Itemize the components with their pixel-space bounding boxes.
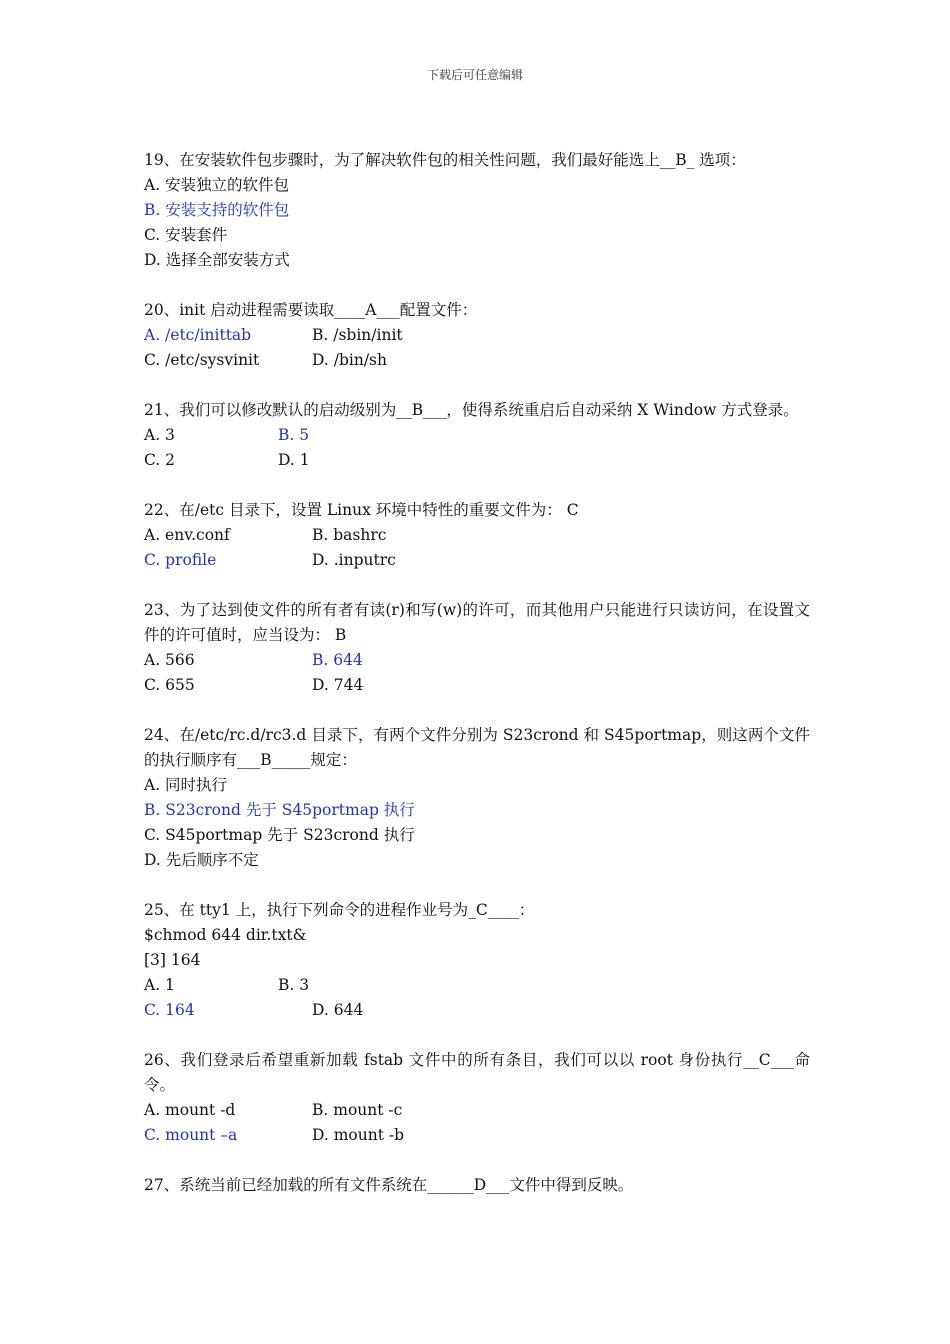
spacer bbox=[144, 473, 810, 498]
q21-option-c: C. 2 bbox=[144, 451, 176, 469]
q20-option-row-2 bbox=[144, 348, 810, 373]
q24-option-a: A. 同时执行 bbox=[144, 776, 228, 794]
question-27-text: 27、系统当前已经加载的所有文件系统在______D___文件中得到反映。 bbox=[144, 1176, 634, 1194]
question-27 bbox=[144, 1173, 810, 1198]
q23-option-row-2 bbox=[144, 673, 810, 698]
q25-command-line: $chmod 644 dir.txt& bbox=[144, 926, 307, 944]
q21-option-d: D. 1 bbox=[278, 451, 310, 469]
q26-option-d: D. mount -b bbox=[312, 1126, 405, 1144]
q24-option-b: B. S23crond 先于 S45portmap 执行 bbox=[144, 801, 415, 819]
q19-option-d: D. 选择全部安装方式 bbox=[144, 251, 290, 269]
q25-option-row-2 bbox=[144, 998, 810, 1023]
spacer bbox=[144, 273, 810, 298]
spacer bbox=[144, 698, 810, 723]
question-23 bbox=[144, 598, 810, 698]
q20-option-c: C. /etc/sysvinit bbox=[144, 351, 260, 369]
q20-option-d: D. /bin/sh bbox=[312, 351, 387, 369]
spacer bbox=[144, 573, 810, 598]
question-22 bbox=[144, 498, 810, 573]
q26-option-a: A. mount -d bbox=[144, 1101, 236, 1119]
q21-option-a: A. 3 bbox=[144, 426, 175, 444]
q26-option-row-2 bbox=[144, 1123, 810, 1148]
q23-option-c: C. 655 bbox=[144, 676, 195, 694]
question-20 bbox=[144, 298, 810, 373]
question-25-text: 25、在 tty1 上，执行下列命令的进程作业号为_C____： bbox=[144, 901, 535, 919]
question-21-text: 21、我们可以修改默认的启动级别为__B___，使得系统重启后自动采纳 X Window 方式登录。 bbox=[144, 401, 799, 419]
question-20-text: 20、init 启动进程需要读取____A___配置文件： bbox=[144, 301, 478, 319]
question-26 bbox=[144, 1048, 810, 1148]
q25-option-row-1 bbox=[144, 973, 810, 998]
q25-command-output: [3] 164 bbox=[144, 951, 201, 969]
q22-option-row-2 bbox=[144, 548, 810, 573]
question-list bbox=[144, 148, 810, 1198]
q21-option-row-1 bbox=[144, 423, 810, 448]
question-26-text: 26、我们登录后希望重新加载 fstab 文件中的所有条目，我们可以以 root 身份执行__C___命令。 bbox=[144, 1051, 810, 1094]
q23-option-a: A. 566 bbox=[144, 651, 195, 669]
q20-option-row-1 bbox=[144, 323, 810, 348]
q19-option-a: A. 安装独立的软件包 bbox=[144, 176, 290, 194]
q26-option-c: C. mount –a bbox=[144, 1126, 238, 1144]
question-25 bbox=[144, 898, 810, 1023]
question-24 bbox=[144, 723, 810, 873]
question-23-text: 23、为了达到使文件的所有者有读(r)和写(w)的许可，而其他用户只能进行只读访问，在设置文件的许可值时，应当设为： B bbox=[144, 601, 810, 644]
q25-option-c: C. 164 bbox=[144, 1001, 195, 1019]
question-24-text: 24、在/etc/rc.d/rc3.d 目录下，有两个文件分别为 S23crond 和 S45portmap，则这两个文件的执行顺序有___B_____规定： bbox=[144, 726, 810, 769]
question-21 bbox=[144, 398, 810, 473]
q26-option-b: B. mount -c bbox=[312, 1101, 403, 1119]
q24-option-c: C. S45portmap 先于 S23crond 执行 bbox=[144, 826, 415, 844]
question-19-text: 19、在安装软件包步骤时，为了解决软件包的相关性问题，我们最好能选上__B_ 选项： bbox=[144, 151, 746, 169]
q20-option-b: B. /sbin/init bbox=[312, 326, 403, 344]
q22-option-b: B. bashrc bbox=[312, 526, 387, 544]
q24-option-d: D. 先后顺序不定 bbox=[144, 851, 259, 869]
q22-option-d: D. .inputrc bbox=[312, 551, 396, 569]
page-header: 下载后可任意编辑 bbox=[426, 68, 523, 82]
spacer bbox=[144, 873, 810, 898]
spacer bbox=[144, 1148, 810, 1173]
q23-option-b: B. 644 bbox=[312, 651, 363, 669]
q26-option-row-1 bbox=[144, 1098, 810, 1123]
q19-option-b: B. 安装支持的软件包 bbox=[144, 201, 290, 219]
q23-option-d: D. 744 bbox=[312, 676, 364, 694]
q25-option-b: B. 3 bbox=[278, 976, 310, 994]
q25-option-a: A. 1 bbox=[144, 976, 175, 994]
question-22-text: 22、在/etc 目录下，设置 Linux 环境中特性的重要文件为： C bbox=[144, 501, 579, 519]
q19-option-c: C. 安装套件 bbox=[144, 226, 228, 244]
spacer bbox=[144, 373, 810, 398]
question-19 bbox=[144, 148, 810, 273]
q20-option-a: A. /etc/inittab bbox=[144, 326, 252, 344]
q22-option-row-1 bbox=[144, 523, 810, 548]
q21-option-row-2 bbox=[144, 448, 810, 473]
q25-option-d: D. 644 bbox=[312, 1001, 364, 1019]
q22-option-c: C. profile bbox=[144, 551, 217, 569]
q23-option-row-1 bbox=[144, 648, 810, 673]
spacer bbox=[144, 1023, 810, 1048]
q21-option-b: B. 5 bbox=[278, 426, 310, 444]
q22-option-a: A. env.conf bbox=[144, 526, 230, 544]
